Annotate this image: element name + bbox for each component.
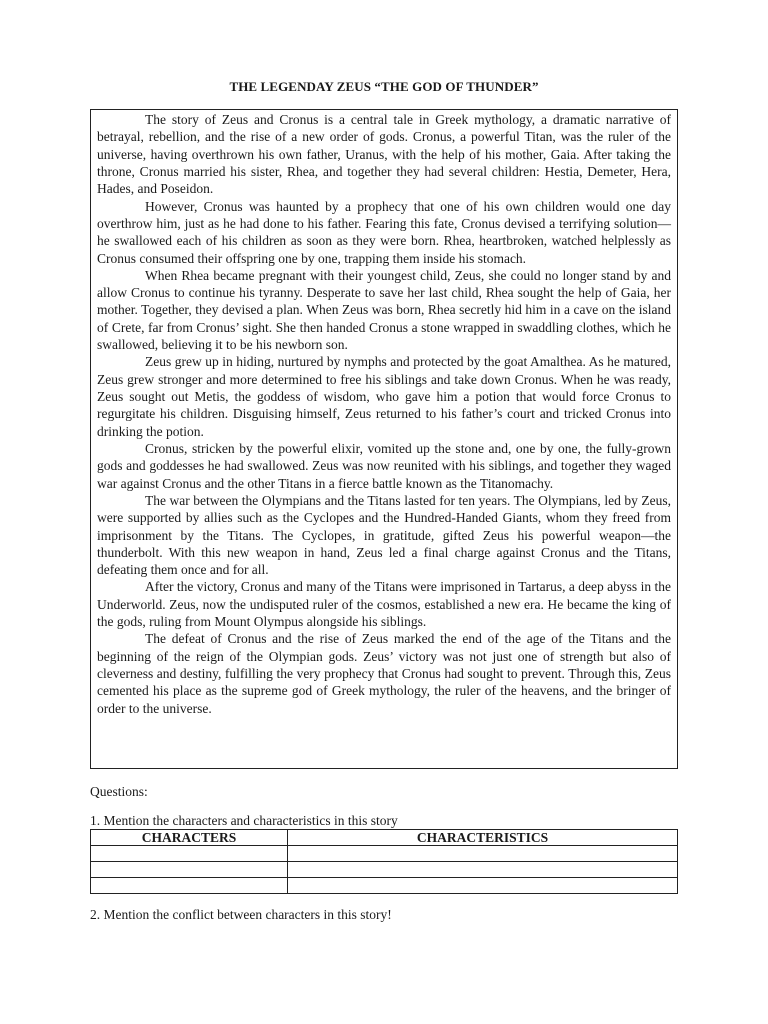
- table-cell: [288, 878, 678, 894]
- question-1: 1. Mention the characters and characteristics in this story: [90, 813, 398, 828]
- table-cell: [91, 846, 288, 862]
- table-row: [91, 878, 678, 894]
- story-paragraph-1: The story of Zeus and Cronus is a central tale in Greek mythology, a dramatic narrative of betrayal, rebellion, and the rise of a new order of gods. Cronus, a powerful Titan, was the ruler of the universe, having overthrown his own father, Uranus, with the help of his mother, Gaia. After taking the throne, Cronus married his sister, Rhea, and together they had several children: Hestia, Demeter, Hera, Hades, and Poseidon.: [97, 112, 671, 197]
- table-header-row: [91, 830, 678, 846]
- table-row: [91, 862, 678, 878]
- table-cell: [91, 878, 288, 894]
- characters-table: [90, 829, 678, 894]
- story-paragraph-7: After the victory, Cronus and many of the Titans were imprisoned in Tartarus, a deep abyss in the Underworld. Zeus, now the undisputed ruler of the cosmos, established a new era. He became the king of the gods, ruling from Mount Olympus alongside his siblings.: [97, 579, 671, 630]
- story-paragraph-2: However, Cronus was haunted by a prophecy that one of his own children would one day overthrow him, just as he had done to his father. Fearing this fate, Cronus devised a terrifying solution—he swallowed each of his children as soon as they were born. Rhea, heartbroken, watched helplessly as Cronus consumed their offspring one by one, trapping them inside his stomach.: [97, 198, 671, 266]
- table-cell: [91, 862, 288, 878]
- story-paragraph-6: The war between the Olympians and the Titans lasted for ten years. The Olympians, led by Zeus, were supported by allies such as the Cyclopes and the Hundred-Handed Giants, whom they freed from imprisonment by the Titans. The Cyclopes, in gratitude, gifted Zeus his powerful weapon—the thunderbolt. With this new weapon in hand, Zeus led a final charge against Cronus and the Titans, defeating them once and for all.: [97, 492, 671, 578]
- table-cell: [288, 862, 678, 878]
- story-paragraph-4: Zeus grew up in hiding, nurtured by nymphs and protected by the goat Amalthea. As he matured, Zeus grew stronger and more determined to free his siblings and take down Cronus. When he was ready, Zeus sought out Metis, the goddess of wisdom, who gave him a potion that would force Cronus to regurgitate his children. Disguising himself, Zeus returned to his father’s court and tricked Cronus into drinking the potion.: [97, 354, 671, 439]
- header-characteristics: CHARACTERISTICS: [288, 830, 678, 846]
- questions-heading: Questions:: [90, 784, 148, 799]
- story-box: [90, 109, 678, 769]
- story-paragraph-5: Cronus, stricken by the powerful elixir, vomited up the stone and, one by one, the fully-grown gods and goddesses he had swallowed. Zeus was now reunited with his siblings, and together they waged war against Cronus and the other Titans in a fierce battle known as the Titanomachy.: [97, 440, 671, 491]
- table-row: [91, 846, 678, 862]
- document-title: THE LEGENDAY ZEUS “THE GOD OF THUNDER”: [229, 79, 539, 94]
- header-characters: CHARACTERS: [91, 830, 288, 846]
- story-paragraph-8: The defeat of Cronus and the rise of Zeus marked the end of the age of the Titans and the beginning of the reign of the Olympian gods. Zeus’ victory was not just one of strength but also of cleverness and destiny, fulfilling the very prophecy that Cronus had sought to prevent. Through this, Zeus cemented his place as the supreme god of Greek mythology, the ruler of the heavens, and the bringer of order to the universe.: [97, 631, 671, 716]
- story-paragraph-3: When Rhea became pregnant with their youngest child, Zeus, she could no longer stand by and allow Cronus to continue his tyranny. Desperate to save her last child, Rhea sought the help of Gaia, her mother. Together, they devised a plan. When Zeus was born, Rhea secretly hid him in a cave on the island of Crete, far from Cronus’ sight. She then handed Cronus a stone wrapped in swaddling clothes, which he swallowed, believing it to be his newborn son.: [97, 267, 671, 353]
- table-cell: [288, 846, 678, 862]
- question-2: 2. Mention the conflict between characters in this story!: [90, 907, 392, 922]
